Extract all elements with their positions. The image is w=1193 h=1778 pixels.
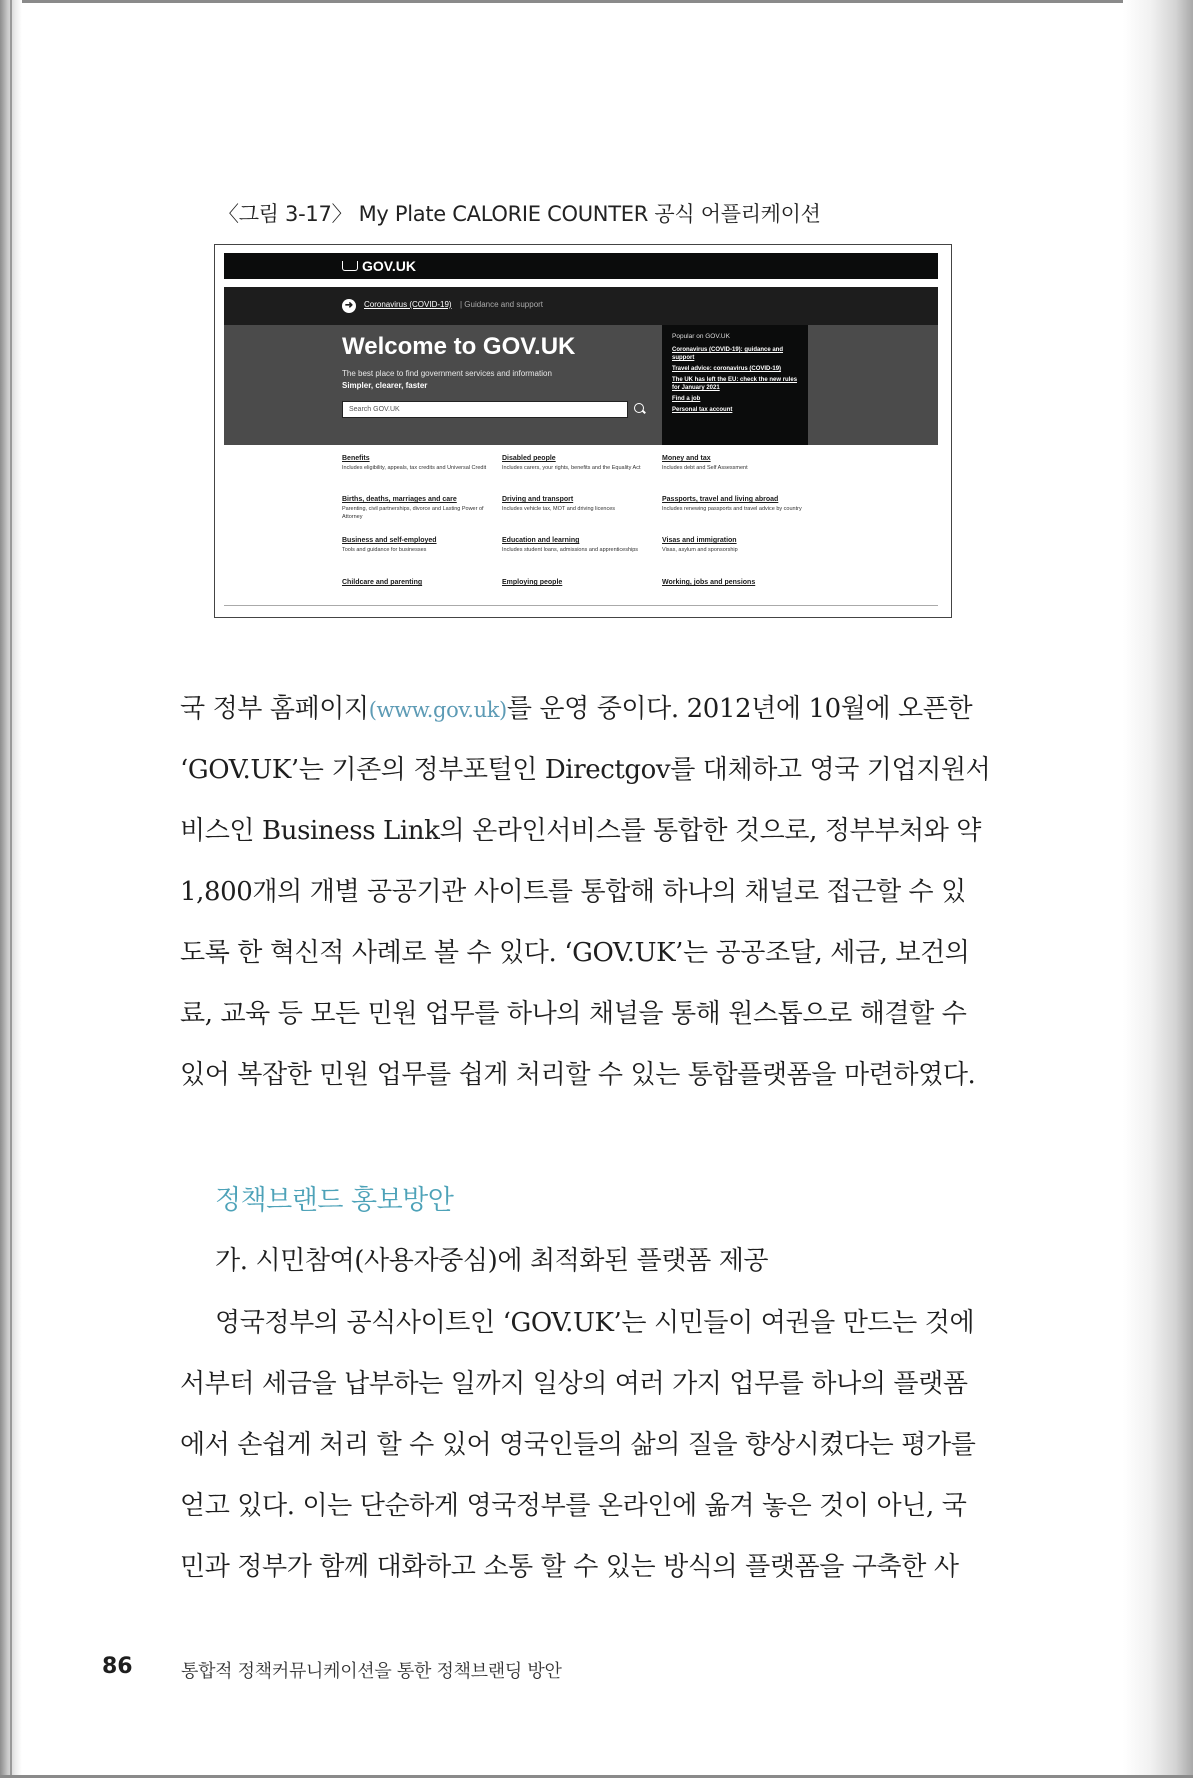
divider	[224, 605, 938, 606]
govuk-screenshot	[224, 253, 938, 608]
running-footer: 통합적 정책커뮤니케이션을 통한 정책브랜딩 방안	[181, 1661, 562, 1682]
paragraph-line: 민과 정부가 함께 대화하고 소통 할 수 있는 방식의 플랫폼을 구축한 사	[180, 1552, 959, 1582]
page-top-edge	[0, 0, 1193, 3]
arrow-right-icon: ➜	[342, 299, 356, 313]
hero-subtitle: The best place to find government services and information	[342, 369, 552, 378]
govuk-header	[224, 253, 938, 279]
paragraph-line: 도록 한 혁신적 사례로 볼 수 있다. ‘GOV.UK’는 공공조달, 세금, 보건의	[180, 938, 970, 968]
category-item: Working, jobs and pensions	[662, 579, 756, 586]
search-icon	[634, 403, 644, 413]
popular-title: Popular on GOV.UK	[672, 333, 730, 340]
category-item: Visas and immigration Visas, asylum and sponsorship	[662, 537, 738, 553]
paragraph-line: 1,800개의 개별 공공기관 사이트를 통합해 하나의 채널로 접근할 수 있	[180, 877, 966, 907]
paragraph-line: 에서 손쉽게 처리 할 수 있어 영국인들의 삶의 질을 향상시켰다는 평가를	[180, 1430, 976, 1460]
covid-link: Coronavirus (COVID-19)	[364, 300, 452, 309]
category-item: Employing people	[502, 579, 563, 586]
category-item: Business and self-employed Tools and guidance for businesses	[342, 537, 437, 553]
popular-link: Travel advice: coronavirus (COVID-19)	[672, 366, 782, 372]
category-item: Births, deaths, marriages and care Parenting, civil partnerships, divorce and Lasting Power of Attorney	[342, 496, 484, 520]
paragraph-line: 서부터 세금을 납부하는 일까지 일상의 여러 가지 업무를 하나의 플랫폼	[180, 1369, 968, 1399]
subsection-heading: 가. 시민참여(사용자중심)에 최적화된 플랫폼 제공	[215, 1246, 769, 1276]
category-item: Driving and transport Includes vehicle tax, MOT and driving licences	[502, 496, 616, 512]
page-number: 86	[102, 1654, 133, 1679]
url-text: (www.gov.uk)	[368, 698, 507, 722]
paragraph-line: 비스인 Business Link의 온라인서비스를 통합한 것으로, 정부부처와 약	[180, 816, 981, 846]
govuk-logo: GOV.UK	[342, 258, 416, 274]
paragraph-line: 료, 교육 등 모든 민원 업무를 하나의 채널을 통해 원스톱으로 해결할 수	[180, 999, 967, 1029]
category-item: Disabled people Includes carers, your rights, benefits and the Equality Act	[502, 455, 641, 471]
crown-icon	[342, 261, 358, 271]
popular-link: Personal tax account	[672, 407, 733, 413]
page-left-edge	[10, 0, 12, 1778]
popular-link: Coronavirus (COVID-19): guidance and support	[672, 347, 784, 361]
figure-screenshot	[214, 244, 952, 618]
hero-title: Welcome to GOV.UK	[342, 333, 576, 360]
popular-link: The UK has left the EU: check the new rules for January 2021	[672, 377, 798, 391]
popular-panel	[662, 325, 808, 445]
paragraph-line: 얻고 있다. 이는 단순하게 영국정부를 온라인에 옮겨 놓은 것이 아닌, 국	[180, 1491, 967, 1521]
govuk-hero	[224, 325, 938, 445]
section-title: 정책브랜드 홍보방안	[215, 1185, 454, 1216]
paragraph-line: 국 정부 홈페이지(www.gov.uk)를 운영 중이다. 2012년에 10월에 오픈한	[180, 694, 973, 724]
paragraph-line: 영국정부의 공식사이트인 ‘GOV.UK’는 시민들이 여권을 만드는 것에	[215, 1308, 975, 1338]
popular-links	[672, 346, 804, 417]
popular-link: Find a job	[672, 396, 701, 402]
covid-guidance: | Guidance and support	[460, 300, 544, 309]
figure-caption: 〈그림 3-17〉 My Plate CALORIE COUNTER 공식 어플리케이션	[218, 202, 821, 226]
category-item: Childcare and parenting	[342, 579, 423, 586]
search-input: Search GOV.UK	[342, 401, 628, 418]
paragraph-line: 있어 복잡한 민원 업무를 쉽게 처리할 수 있는 통합플랫폼을 마련하였다.	[180, 1060, 976, 1090]
category-item: Money and tax Includes debt and Self Assessment	[662, 455, 748, 471]
category-item: Benefits Includes eligibility, appeals, tax credits and Universal Credit	[342, 455, 487, 471]
category-item: Passports, travel and living abroad Includes renewing passports and travel advice by country	[662, 496, 802, 512]
hero-tagline: Simpler, clearer, faster	[342, 381, 428, 390]
covid-banner	[224, 287, 938, 325]
page-right-shadow	[1123, 0, 1193, 1778]
paragraph-line: ‘GOV.UK’는 기존의 정부포털인 Directgov를 대체하고 영국 기업지원서	[180, 755, 991, 785]
category-item: Education and learning Includes student loans, admissions and apprenticeships	[502, 537, 639, 553]
